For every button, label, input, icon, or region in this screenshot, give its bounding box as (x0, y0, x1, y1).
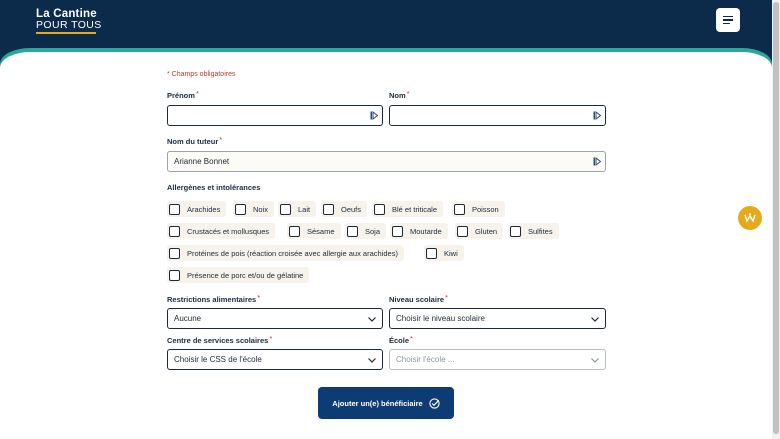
required-fields-note: * Champs obligatoires (167, 71, 236, 78)
chevron-down-icon (367, 355, 377, 365)
centre-select[interactable]: Choisir le CSS de l'école (167, 349, 383, 370)
check-circle-icon (429, 398, 440, 409)
accessibility-icon (744, 213, 756, 223)
restrictions-select[interactable]: Aucune (167, 308, 383, 329)
checkbox-box[interactable] (347, 226, 358, 237)
restrictions-label: Restrictions alimentaires* (167, 293, 261, 304)
logo-line-2: POUR TOUS (36, 19, 102, 31)
checkbox-box[interactable] (169, 204, 180, 215)
prenom-label: Prénom* (167, 89, 199, 100)
site-logo[interactable] (36, 8, 102, 34)
checkbox-box[interactable] (169, 248, 180, 259)
checkbox-box[interactable] (426, 248, 437, 259)
nom-label: Nom* (389, 89, 410, 100)
chevron-down-icon (590, 314, 600, 324)
checkbox-box[interactable] (169, 270, 180, 281)
checkbox-box[interactable] (280, 204, 291, 215)
checkbox-box[interactable] (392, 226, 403, 237)
allergen-checkbox-proteines-pois[interactable]: Protéines de pois (réaction croisée avec allergie aux arachides) (167, 245, 404, 261)
centre-label: Centre de services scolaires* (167, 334, 273, 345)
scrollbar-thumb[interactable] (773, 2, 779, 434)
checkbox-box[interactable] (510, 226, 521, 237)
allergen-checkbox-sulfites[interactable]: Sulfites (508, 223, 559, 239)
ecole-label: École* (389, 334, 413, 345)
checkbox-box[interactable] (169, 226, 180, 237)
checkbox-box[interactable] (323, 204, 334, 215)
accessibility-widget-button[interactable] (738, 206, 762, 230)
ecole-select[interactable]: Choisir l'école ... (389, 349, 606, 370)
page-scrollbar[interactable] (772, 0, 780, 439)
checkbox-box[interactable] (374, 204, 385, 215)
checkbox-box[interactable] (454, 204, 465, 215)
tuteur-label: Nom du tuteur* (167, 135, 223, 146)
logo-underline (36, 32, 96, 34)
allergen-checkbox-poisson[interactable]: Poisson (452, 201, 505, 217)
add-beneficiary-label: Ajouter un(e) bénéficiaire (332, 398, 423, 408)
niveau-select[interactable]: Choisir le niveau scolaire (389, 308, 606, 329)
checkbox-box[interactable] (289, 226, 300, 237)
nom-input[interactable] (389, 105, 606, 126)
allergen-checkbox-sesame[interactable]: Sésame (287, 223, 341, 239)
add-beneficiary-button[interactable] (318, 387, 454, 419)
hamburger-menu-icon[interactable] (716, 8, 740, 32)
chevron-down-icon (590, 355, 600, 365)
checkbox-box[interactable] (457, 226, 468, 237)
checkbox-box[interactable] (235, 204, 246, 215)
autofill-icon (593, 111, 601, 120)
allergens-label: Allergènes et intolérances (167, 183, 261, 192)
allergen-checkbox-lait[interactable]: Lait (278, 201, 316, 217)
allergen-checkbox-ble-triticale[interactable]: Blé et triticale (372, 201, 443, 217)
allergen-checkbox-oeufs[interactable]: Oeufs (321, 201, 367, 217)
chevron-down-icon (367, 314, 377, 324)
tuteur-input[interactable]: Arianne Bonnet (167, 151, 606, 172)
allergen-checkbox-moutarde[interactable]: Moutarde (390, 223, 448, 239)
prenom-input[interactable] (167, 105, 383, 126)
allergen-checkbox-soja[interactable]: Soja (345, 223, 386, 239)
niveau-label: Niveau scolaire* (389, 293, 448, 304)
allergen-checkbox-crustaces[interactable]: Crustacés et mollusques (167, 223, 275, 239)
allergen-checkbox-kiwi[interactable]: Kiwi (424, 245, 464, 261)
autofill-icon (593, 157, 601, 166)
allergen-checkbox-noix[interactable]: Noix (233, 201, 274, 217)
allergen-checkbox-porc-gelatine[interactable]: Présence de porc et/ou de gélatine (167, 267, 309, 283)
logo-line-1: La Cantine (36, 8, 97, 20)
autofill-icon (370, 111, 378, 120)
allergen-checkbox-gluten[interactable]: Gluten (455, 223, 503, 239)
allergen-checkbox-arachides[interactable]: Arachides (167, 201, 226, 217)
